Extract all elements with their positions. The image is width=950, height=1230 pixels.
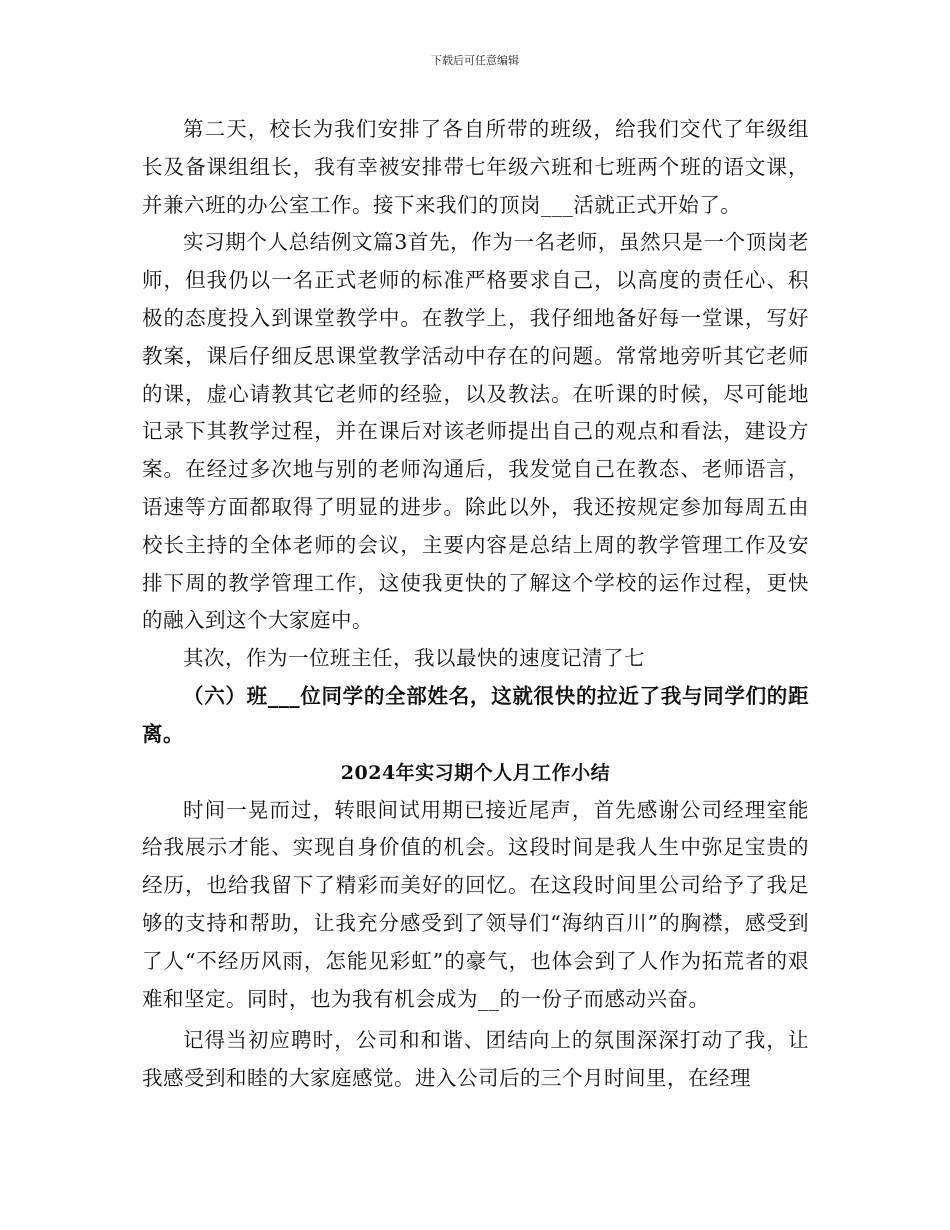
paragraph-2: 实习期个人总结例文篇3首先，作为一名老师，虽然只是一个顶岗老师，但我仍以一名正式老师的标准严格要求自己，以高度的责任心、积极的态度投入到课堂教学中。在教学上，我仔细地备好每一堂课，写好教案，课后仔细反思课堂教学活动中存在的问题。常常地旁听其它老师的课，虚心请教其它老师的经验，以及教法。在听课的时候，尽可能地记录下其教学过程，并在课后对该老师提出自己的观点和看法，建设方案。在经过多次地与别的老师沟通后，我发觉自己在教态、老师语言，语速等方面都取得了明显的进步。除此以外，我还按规定参加每周五由校长主持的全体老师的会议，主要内容是总结上周的教学管理工作及安排下周的教学管理工作，这使我更快的了解这个学校的运作过程，更快的融入到这个大家庭中。 <box>142 230 809 633</box>
paragraph-5: 时间一晃而过，转眼间试用期已接近尾声，首先感谢公司经理室能给我展示才能、实现自身价值的机会。这段时间是我人生中弥足宝贵的经历，也给我留下了精彩而美好的回忆。在这段时间里公司给予了我足够的支持和帮助，让我充分感受到了领导们“海纳百川”的胸襟，感受到了人“不经历风雨，怎能见彩虹”的豪气，也体会到了人作为拓荒者的艰难和坚定。同时，也为我有机会成为__的一份子而感动兴奋。 <box>142 797 809 1011</box>
page-header: 下载后可任意编辑 <box>431 54 519 67</box>
paragraph-3: 其次，作为一位班主任，我以最快的速度记清了七 <box>183 646 645 671</box>
paragraph-4-bold: （六）班___位同学的全部姓名，这就很快的拉近了我与同学们的距离。 <box>142 683 809 746</box>
document-body <box>142 111 809 1098</box>
paragraph-1: 第二天，校长为我们安排了各自所带的班级，给我们交代了年级组长及备课组组长，我有幸被安排带七年级六班和七班两个班的语文课，并兼六班的办公室工作。接下来我们的顶岗___活就正式开始了。 <box>142 117 809 217</box>
section-title: 2024年实习期个人月工作小结 <box>340 761 611 784</box>
paragraph-6: 记得当初应聘时，公司和和谐、团结向上的氛围深深打动了我，让我感受到和睦的大家庭感觉。进入公司后的三个月时间里，在经理 <box>142 1028 809 1091</box>
